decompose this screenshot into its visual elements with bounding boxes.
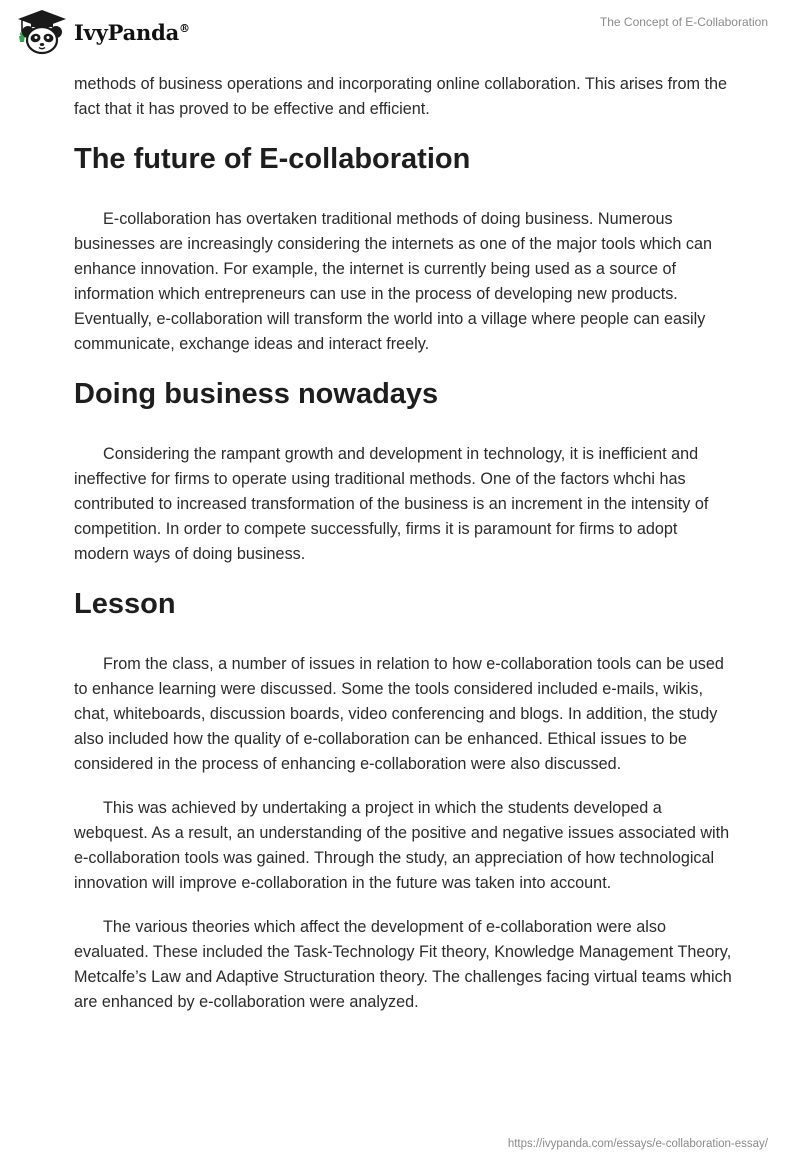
document-title: The Concept of E-Collaboration: [599, 15, 768, 29]
logo-wordmark: IvyPanda®: [74, 19, 190, 45]
lesson-paragraph-1: From the class, a number of issues in relation to how e-collaboration tools can be used to enhance learning were discussed. Some the tools considered included e-mails, wikis, chat, whiteboards, discussion boards, video conferencing and blogs. In addition, the study also included how the quality of e-collaboration can be enhanced. Ethical issues to be considered in the process of enhancing e-collaboration were also discussed.: [74, 655, 724, 773]
source-url[interactable]: https://ivypanda.com/essays/e-collaboration-essay/: [507, 1138, 768, 1150]
future-paragraph: E-collaboration has overtaken traditional methods of doing business. Numerous businesses are increasingly considering the internets as one of the major tools which can enhance innovation. For example, the internet is currently being used as a source of information which entrepreneurs can use in the process of developing new products. Eventually, e-collaboration will transform the world into a village where people can easily communicate, exchange ideas and interact freely.: [74, 210, 712, 353]
lesson-paragraph-3: The various theories which affect the development of e-collaboration were also evaluated. These included the Task-Technology Fit theory, Knowledge Management Theory, Metcalfe’s Law and Adaptive Structuration theory. The challenges facing virtual teams which are enhanced by e-collaboration were analyzed.: [74, 918, 732, 1011]
section-heading-lesson: Lesson: [74, 588, 176, 620]
section-heading-business-nowadays: Doing business nowadays: [74, 378, 439, 410]
essay-body: [74, 72, 734, 1034]
section-heading-future: The future of E-collaboration: [74, 143, 471, 175]
ivypanda-logo[interactable]: [14, 8, 190, 56]
business-nowadays-paragraph: Considering the rampant growth and development in technology, it is inefficient and ineffective for firms to operate using traditional methods. One of the factors whchi has contributed to increased transformation of the business is an increment in the intensity of competition. In order to compete successfully, firms it is paramount for firms to adopt modern ways of doing business.: [74, 445, 709, 563]
intro-paragraph: methods of business operations and incorporating online collaboration. This arises from the fact that it has proved to be effective and efficient.: [74, 75, 727, 118]
lesson-paragraph-2: This was achieved by undertaking a project in which the students developed a webquest. As a result, an understanding of the positive and negative issues associated with e-collaboration tools was gained. Through the study, an appreciation of how technological innovation will improve e-collaboration in the future was taken into account.: [74, 799, 730, 892]
panda-logo-icon: [14, 8, 70, 56]
page-header: [0, 0, 800, 60]
